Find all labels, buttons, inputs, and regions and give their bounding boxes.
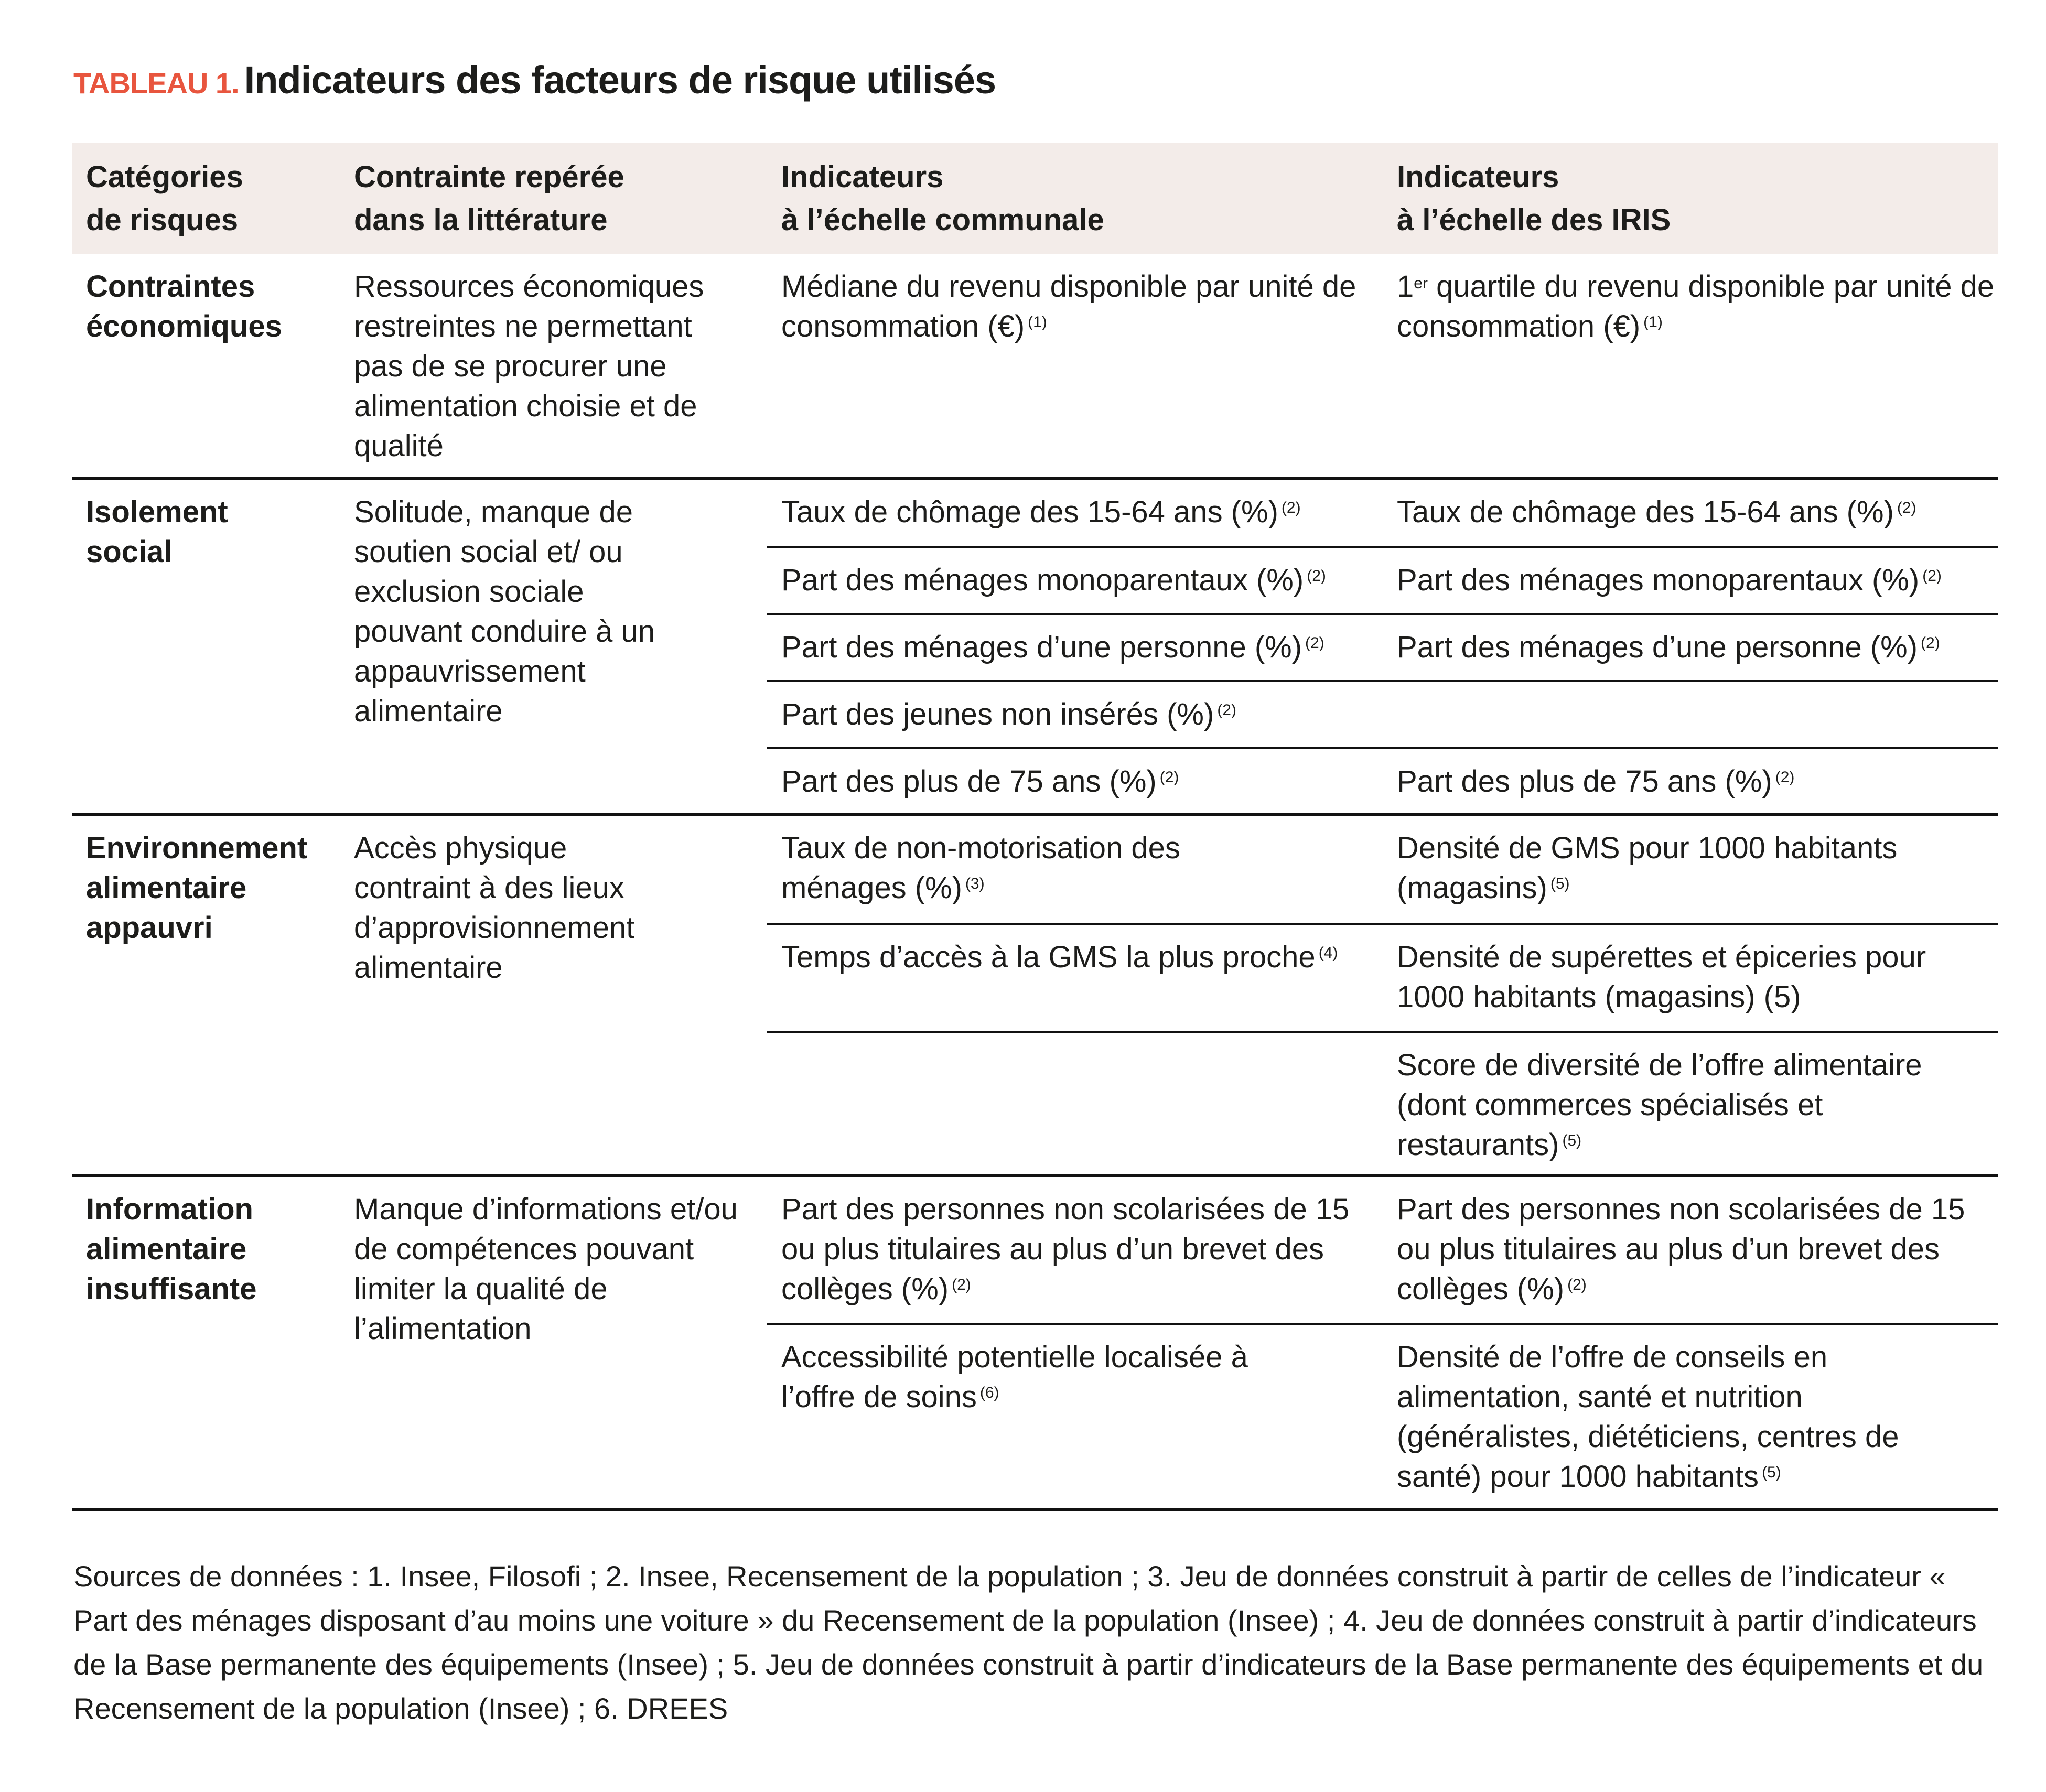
footnote-ref: (5) — [1550, 875, 1570, 892]
header-line: Contrainte repérée — [354, 160, 624, 194]
indicator-text: Part des ménages d’une personne (%) — [1397, 630, 1918, 664]
table-row — [767, 680, 1998, 747]
indicator-text: Taux de chômage des 15-64 ans (%) — [1397, 495, 1894, 529]
table-title — [73, 57, 996, 107]
indicator-text: Part des ménages d’une personne (%) — [781, 630, 1302, 664]
constraint-cell: Accès physique contraint à des lieux d’approvisionnement alimentaire — [354, 831, 635, 985]
footnote-ref: (4) — [1318, 944, 1338, 962]
header-line: dans la littérature — [354, 203, 608, 237]
indicator-text: Densité de supérettes et épiceries pour 1000 habitants (magasins) (5) — [1397, 940, 1926, 1014]
indicator-text: Densité de l’offre de conseils en alimentation, santé et nutrition (généralistes, diététiciens, centres de santé) pour 1000 habitants — [1397, 1340, 1899, 1494]
indicator-text: Accessibilité potentielle localisée à l’offre de soins — [781, 1340, 1248, 1414]
indicator-text: Part des plus de 75 ans (%) — [1397, 764, 1772, 798]
communal-indicator — [781, 267, 1358, 347]
indicator-text: Médiane du revenu disponible par unité de consommation (€) — [781, 269, 1356, 343]
iris-indicator — [1397, 937, 1989, 1017]
footnote-ref: (2) — [1281, 499, 1301, 516]
indicator-rows — [767, 254, 1998, 477]
table-row — [767, 816, 1998, 923]
risk-group-food-environment — [72, 816, 1998, 1177]
footnote-ref: (2) — [952, 1276, 971, 1293]
header-line: Catégories — [86, 160, 243, 194]
indicator-rows — [767, 480, 1998, 815]
footnote-ref: (2) — [1921, 634, 1940, 652]
footnote-ref: (6) — [979, 1384, 999, 1401]
risk-group-economic — [72, 254, 1998, 480]
communal-indicator — [781, 695, 1379, 735]
footnote-ref: (5) — [1762, 1464, 1781, 1481]
communal-indicator — [781, 828, 1253, 908]
header-line: de risques — [86, 203, 239, 237]
ordinal-suffix: er — [1414, 275, 1428, 292]
indicator-text: Densité de GMS pour 1000 habitants (magasins) — [1397, 831, 1898, 905]
indicator-text: Part des jeunes non insérés (%) — [781, 697, 1214, 731]
table-row — [767, 923, 1998, 1031]
indicator-text: Part des ménages monoparentaux (%) — [1397, 563, 1920, 597]
indicator-rows — [767, 816, 1998, 1176]
constraint-cell: Ressources économiques restreintes ne permettant pas de se procurer une alimentation choisie et de qualité — [354, 269, 704, 463]
communal-indicator — [781, 937, 1379, 977]
iris-indicator — [1397, 560, 1989, 600]
table-title-text: Indicateurs des facteurs de risque utilisés — [244, 58, 996, 102]
category-cell: Isolement social — [86, 495, 228, 569]
header-line: Indicateurs — [1397, 160, 1559, 194]
constraint-cell: Solitude, manque de soutien social et/ ou exclusion sociale pouvant conduire à un appauvrissement alimentaire — [354, 495, 655, 728]
iris-indicator — [1397, 628, 1989, 667]
table-row — [767, 254, 1998, 477]
indicator-text: Part des personnes non scolarisées de 15 ou plus titulaires au plus d’un brevet des collèges (%) — [1397, 1192, 1965, 1306]
category-cell: Information alimentaire insuffisante — [86, 1192, 257, 1306]
table-row — [767, 480, 1998, 546]
communal-indicator — [781, 1337, 1316, 1417]
indicator-rows — [767, 1177, 1998, 1508]
header-categories — [86, 156, 338, 242]
footnote-ref: (2) — [1567, 1276, 1587, 1293]
iris-indicator — [1397, 828, 1963, 908]
footnote-ref: (3) — [965, 875, 985, 892]
indicator-text: Part des plus de 75 ans (%) — [781, 764, 1157, 798]
table-row — [767, 546, 1998, 613]
iris-indicator — [1397, 492, 1989, 532]
risk-group-food-information — [72, 1177, 1998, 1511]
constraint-cell: Manque d’informations et/ou de compétences pouvant limiter la qualité de l’alimentation — [354, 1192, 738, 1346]
header-line: à l’échelle des IRIS — [1397, 203, 1671, 237]
data-sources-footnote: Sources de données : 1. Insee, Filosofi ; 2. Insee, Recensement de la population ; 3. Jeu de données construit à partir de celles de l’indicateur « Part des ménages disposant d’au moins une voiture » du Recensement de la population (Insee) ; 4. Jeu de données construit à partir d’indicateurs de la Base permanente des équipements (Insee) ; 5. Jeu de données construit à partir d’indicateurs de la Base permanente des équipements et du Recensement de la population (Insee) ; 6. DREES — [73, 1560, 1984, 1725]
ordinal-number: 1 — [1397, 269, 1414, 304]
communal-indicator — [781, 560, 1379, 600]
footnote-ref: (2) — [1922, 567, 1942, 585]
communal-indicator — [781, 762, 1379, 802]
indicator-text: Part des personnes non scolarisées de 15 ou plus titulaires au plus d’un brevet des collèges (%) — [781, 1192, 1350, 1306]
category-cell: Contraintes économiques — [86, 269, 282, 343]
footnote-ref: (1) — [1028, 314, 1047, 331]
indicator-text: Taux de non-motorisation des ménages (%) — [781, 831, 1180, 905]
table-row — [767, 1031, 1998, 1176]
communal-indicator — [781, 492, 1379, 532]
footnote-ref: (2) — [1775, 769, 1795, 786]
communal-indicator — [781, 628, 1379, 667]
iris-indicator — [1397, 267, 1995, 347]
indicator-text: Temps d’accès à la GMS la plus proche — [781, 940, 1316, 974]
indicator-text: Taux de chômage des 15-64 ans (%) — [781, 495, 1278, 529]
header-communal — [781, 156, 1379, 242]
footnote-ref: (2) — [1307, 567, 1326, 585]
header-constraint — [354, 156, 763, 242]
table-row — [767, 1323, 1998, 1508]
iris-indicator — [1397, 762, 1989, 802]
iris-indicator — [1397, 1045, 1979, 1165]
header-line: Indicateurs — [781, 160, 944, 194]
table-header — [72, 143, 1998, 254]
header-iris — [1397, 156, 1989, 242]
footnote-ref: (1) — [1643, 314, 1663, 331]
table-row — [767, 747, 1998, 815]
table-number-label: TABLEAU 1. — [73, 67, 239, 100]
indicator-text: quartile du revenu disponible par unité de consommation (€) — [1397, 269, 1995, 343]
risk-group-social — [72, 480, 1998, 816]
footnote-ref: (2) — [1897, 499, 1916, 516]
indicator-text: Score de diversité de l’offre alimentaire (dont commerces spécialisés et restaurants) — [1397, 1048, 1922, 1162]
header-line: à l’échelle communale — [781, 203, 1104, 237]
footnote-ref: (2) — [1305, 634, 1324, 652]
table-row — [767, 1177, 1998, 1323]
iris-indicator — [1397, 1190, 1974, 1309]
footnote-ref: (2) — [1217, 701, 1236, 719]
risk-indicators-table — [72, 143, 1998, 1511]
iris-indicator — [1397, 1337, 1953, 1497]
category-cell: Environnement alimentaire appauvri — [86, 831, 308, 945]
communal-indicator — [781, 1190, 1358, 1309]
table-row — [767, 613, 1998, 680]
footnote-ref: (5) — [1562, 1132, 1582, 1149]
footnote-ref: (2) — [1159, 769, 1179, 786]
indicator-text: Part des ménages monoparentaux (%) — [781, 563, 1304, 597]
